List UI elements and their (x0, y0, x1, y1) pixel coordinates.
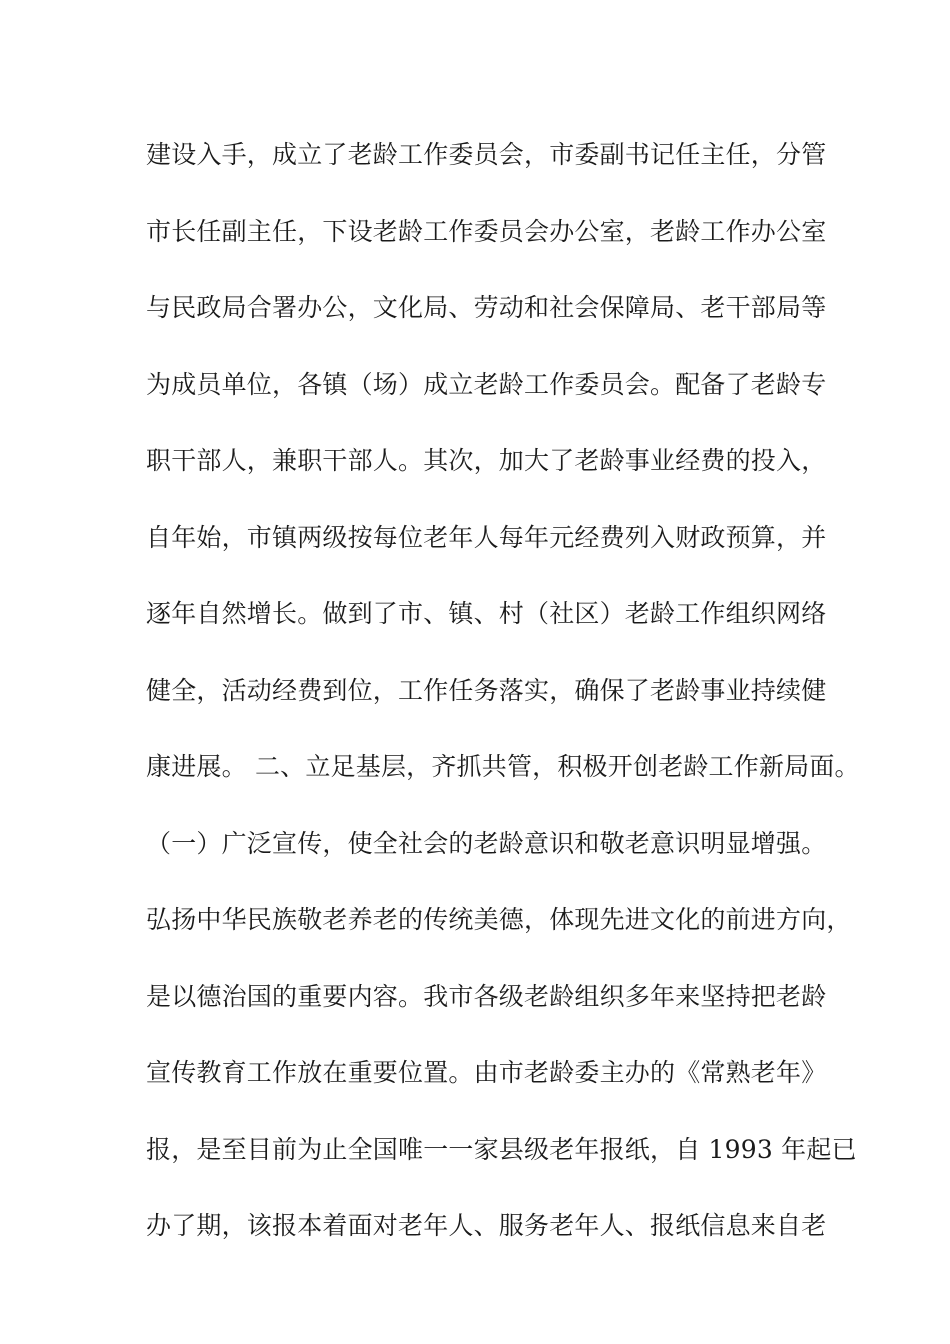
text-line: 建设入手，成立了老龄工作委员会，市委副书记任主任，分管 (146, 140, 827, 169)
text-line: 弘扬中华民族敬老养老的传统美德，体现先进文化的前进方向， (146, 905, 852, 934)
text-line: 市长任副主任，下设老龄工作委员会办公室，老龄工作办公室 (146, 216, 827, 246)
text-line: 逐年自然增长。做到了市、镇、村（社区）老龄工作组织网络 (146, 599, 827, 628)
text-line: 办了期，该报本着面对老年人、服务老年人、报纸信息来自老 (146, 1211, 827, 1240)
text-line: 职干部人，兼职干部人。其次，加大了老龄事业经费的投入， (146, 446, 827, 475)
body-text (146, 132, 860, 1280)
text-line: 康进展。 二、立足基层，齐抓共管，积极开创老龄工作新局面。 (146, 752, 860, 781)
text-line: 自年始，市镇两级按每位老年人每年元经费列入财政预算，并 (146, 522, 827, 552)
text-line: （一）广泛宣传，使全社会的老龄意识和敬老意识明显增强。 (146, 828, 827, 858)
text-line: 健全，活动经费到位，工作任务落实，确保了老龄事业持续健 (146, 675, 827, 705)
text-line: 宣传教育工作放在重要位置。由市老龄委主办的《常熟老年》 (146, 1058, 827, 1087)
text-line: 是以德治国的重要内容。我市各级老龄组织多年来坚持把老龄 (146, 981, 827, 1011)
text-line: 报，是至目前为止全国唯一一家县级老年报纸，自 1993 年起已 (146, 1134, 857, 1164)
text-line: 为成员单位，各镇（场）成立老龄工作委员会。配备了老龄专 (146, 369, 827, 399)
text-line: 与民政局合署办公，文化局、劳动和社会保障局、老干部局等 (146, 293, 827, 322)
